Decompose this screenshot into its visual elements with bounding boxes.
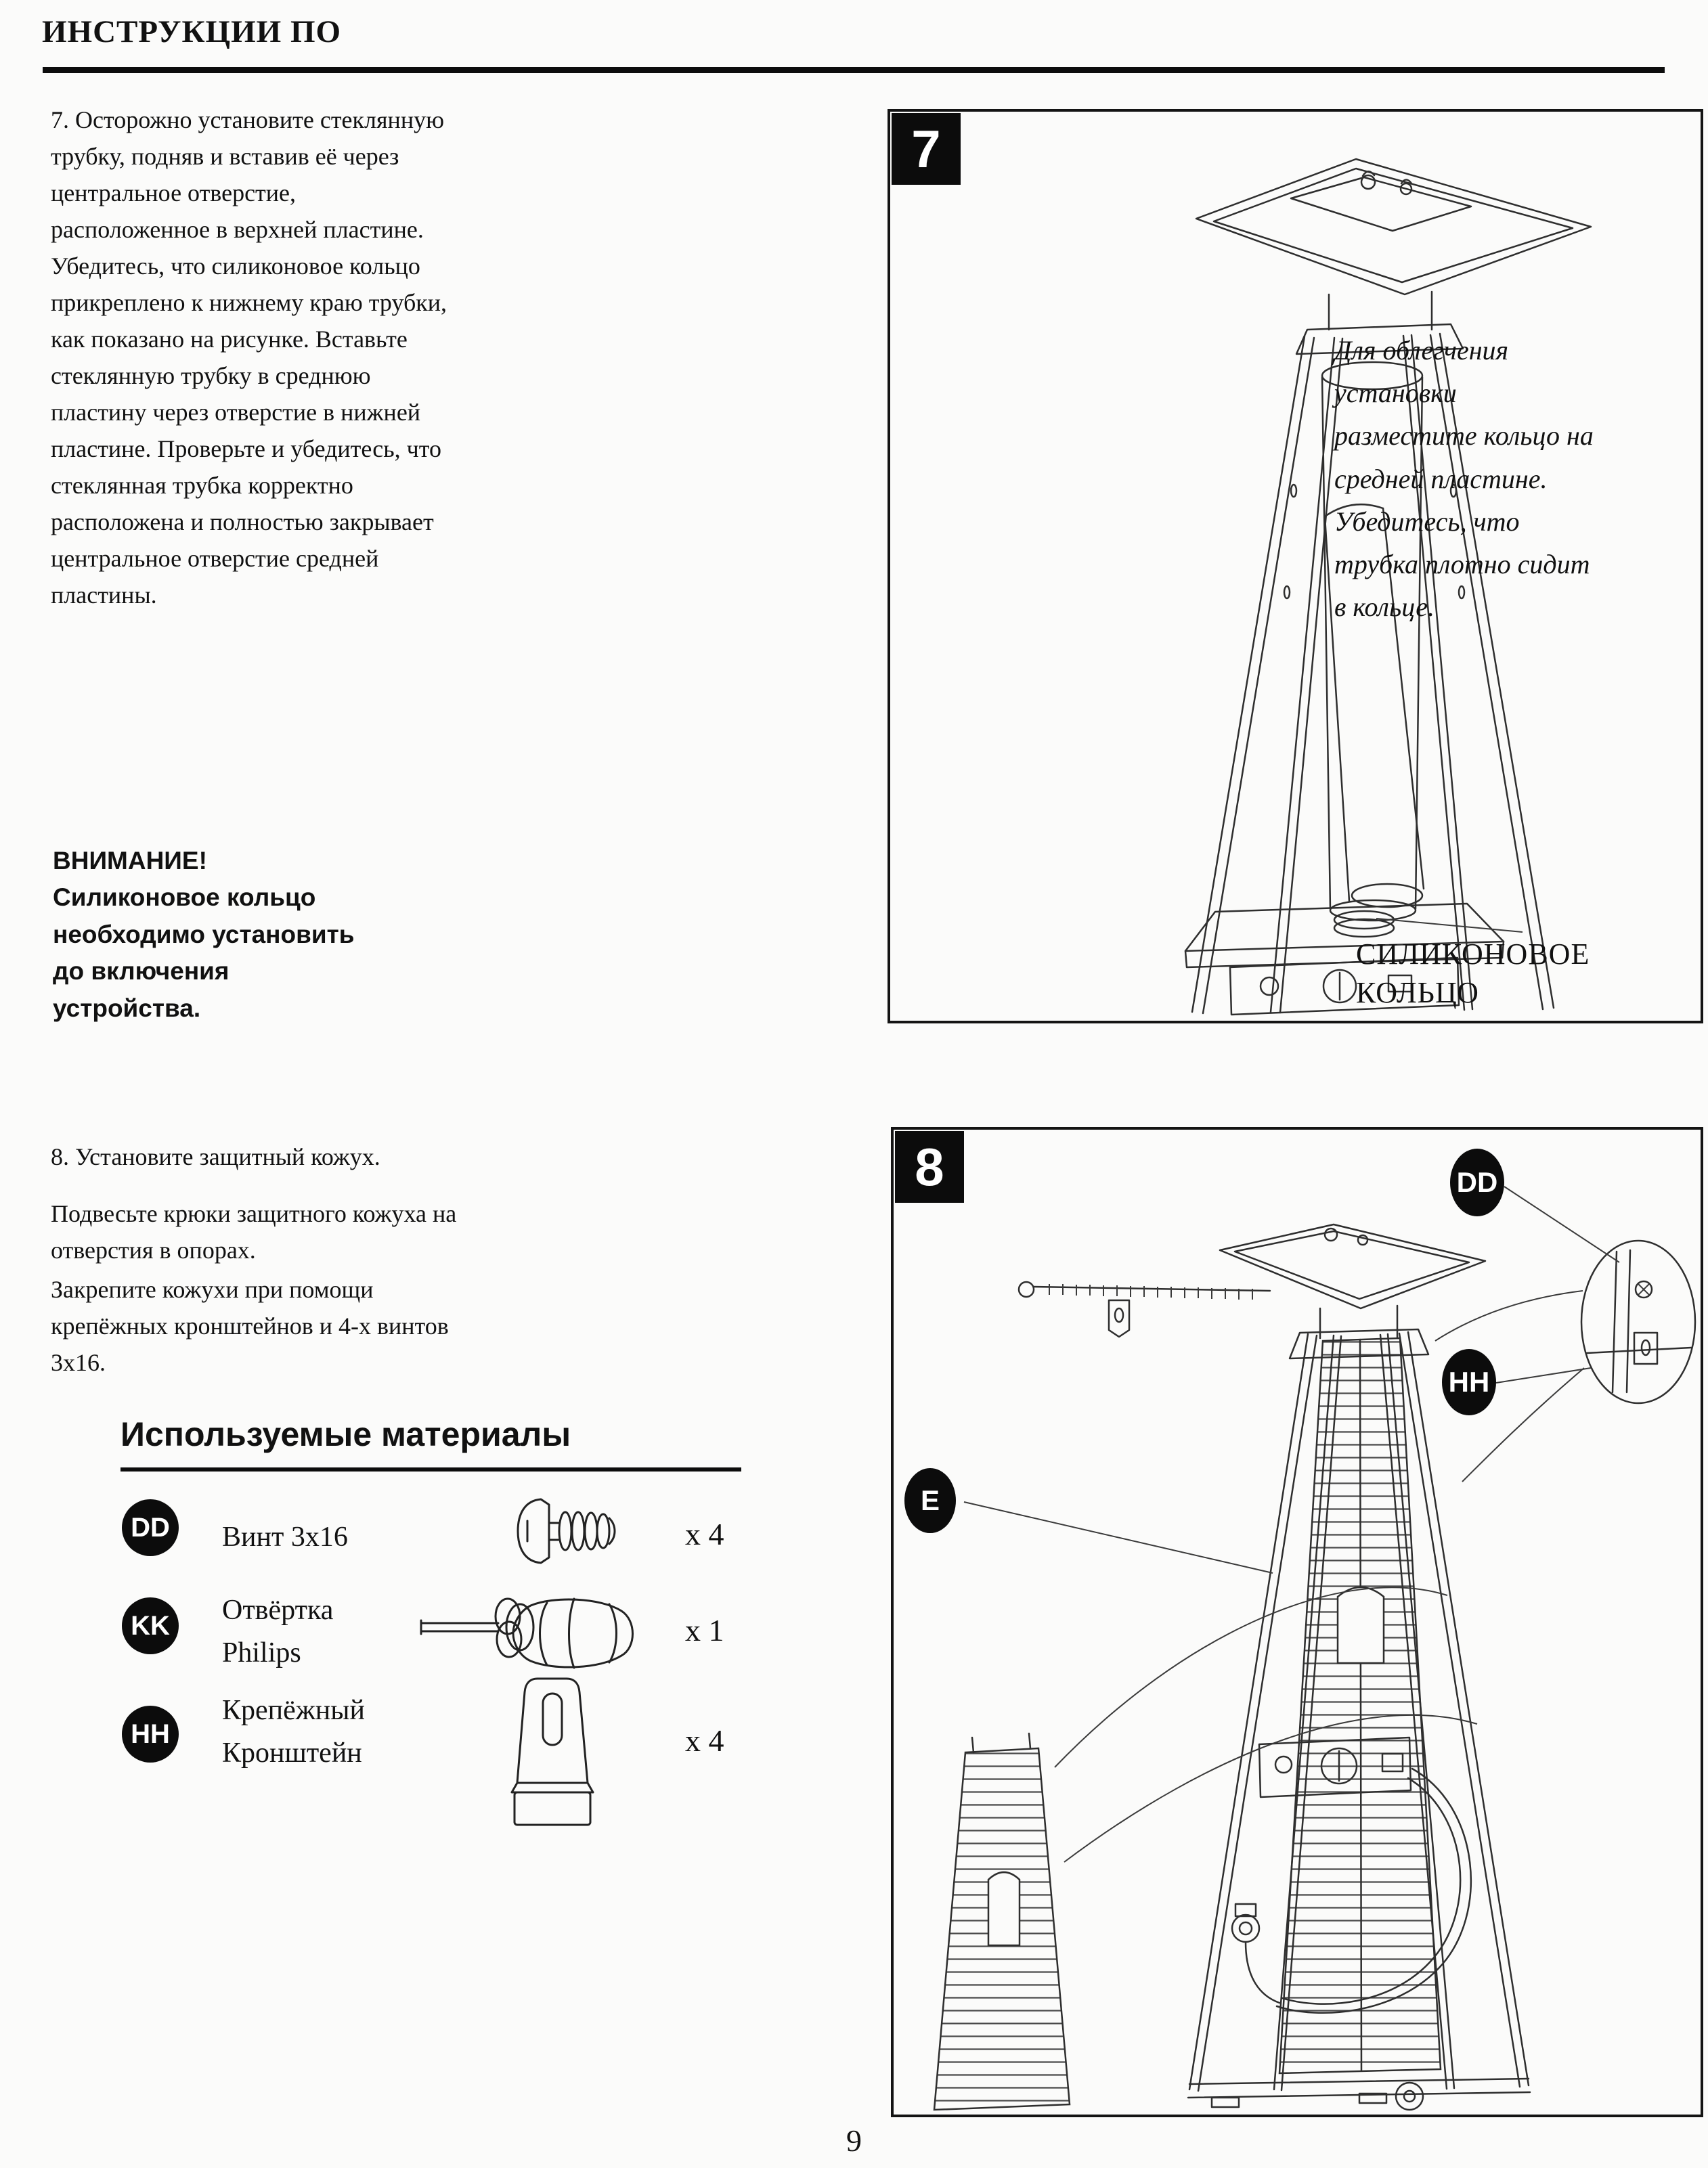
page-title: ИНСТРУКЦИИ ПО xyxy=(42,14,342,49)
figure8-box xyxy=(891,1127,1703,2117)
figure8-badge-dd: DD xyxy=(1450,1149,1504,1216)
part-label-screw: Винт 3x16 xyxy=(222,1522,348,1553)
materials-title-underline xyxy=(121,1467,741,1472)
figure8-badge-e: E xyxy=(904,1468,956,1533)
page-number: 9 xyxy=(846,2123,862,2158)
figure7-note-text: Для облегчения установки разместите кольцо на средней пластине. Убедитесь, что трубка плотно сидит в кольце. xyxy=(1334,335,1594,623)
part-qty-screw: x 4 xyxy=(685,1517,724,1551)
heater-guard-installation-illustration xyxy=(894,1130,1701,2115)
part-badge-dd: DD xyxy=(122,1499,179,1556)
figure8-number-label: 8 xyxy=(895,1131,964,1203)
hh-leader-line xyxy=(1496,1368,1591,1383)
step8-paragraph-fasten: Закрепите кожухи при помощи крепёжных кронштейнов и 4-х винтов 3x16. xyxy=(51,1276,449,1376)
part-badge-hh: HH xyxy=(122,1706,179,1763)
header-rule xyxy=(43,67,1665,73)
step7-instruction-text: 7. Осторожно установите стеклянную трубку, подняв и вставив её через центральное отверстие, расположенное в верхней пластине. Убедитесь, что силиконовое кольцо прикреплено к нижнему краю трубки, как показано на рисунке. Вставьте стеклянную трубку в среднюю пластину через отверстие в нижней пластине. Проверьте и убедитесь, что стеклянная трубка корректно расположена и полностью закрывает центральное отверстие средней пластины. xyxy=(51,106,447,609)
screwdriver-icon xyxy=(418,1576,645,1677)
step7-warning-text: ВНИМАНИЕ! Силиконовое кольцо необходимо установить до включения устройства. xyxy=(53,847,355,1022)
part-label-bracket: Крепёжный Кронштейн xyxy=(222,1695,365,1769)
e-leader-line xyxy=(964,1502,1273,1573)
silicone-ring-callout-label: СИЛИКОНОВОЕ КОЛЬЦО xyxy=(1356,937,1590,1010)
screw-icon xyxy=(511,1492,626,1570)
step8-heading: 8. Установите защитный кожух. xyxy=(51,1143,380,1170)
mounting-bracket-icon xyxy=(509,1673,607,1832)
figure8-badge-hh: HH xyxy=(1442,1349,1496,1415)
dd-leader-line xyxy=(1504,1187,1619,1262)
materials-section-title: Используемые материалы xyxy=(121,1415,571,1453)
figure7-number-label: 7 xyxy=(892,113,961,185)
part-badge-kk: KK xyxy=(122,1597,179,1654)
silicone-ring-leader-line xyxy=(1376,919,1523,932)
step8-paragraph-hooks: Подвесьте крюки защитного кожуха на отверстия в опорах. xyxy=(51,1200,457,1264)
part-qty-bracket: x 4 xyxy=(685,1723,724,1758)
part-qty-screwdriver: x 1 xyxy=(685,1613,724,1647)
part-label-screwdriver: Отвёртка Philips xyxy=(222,1595,334,1668)
figure7-box xyxy=(888,109,1703,1023)
